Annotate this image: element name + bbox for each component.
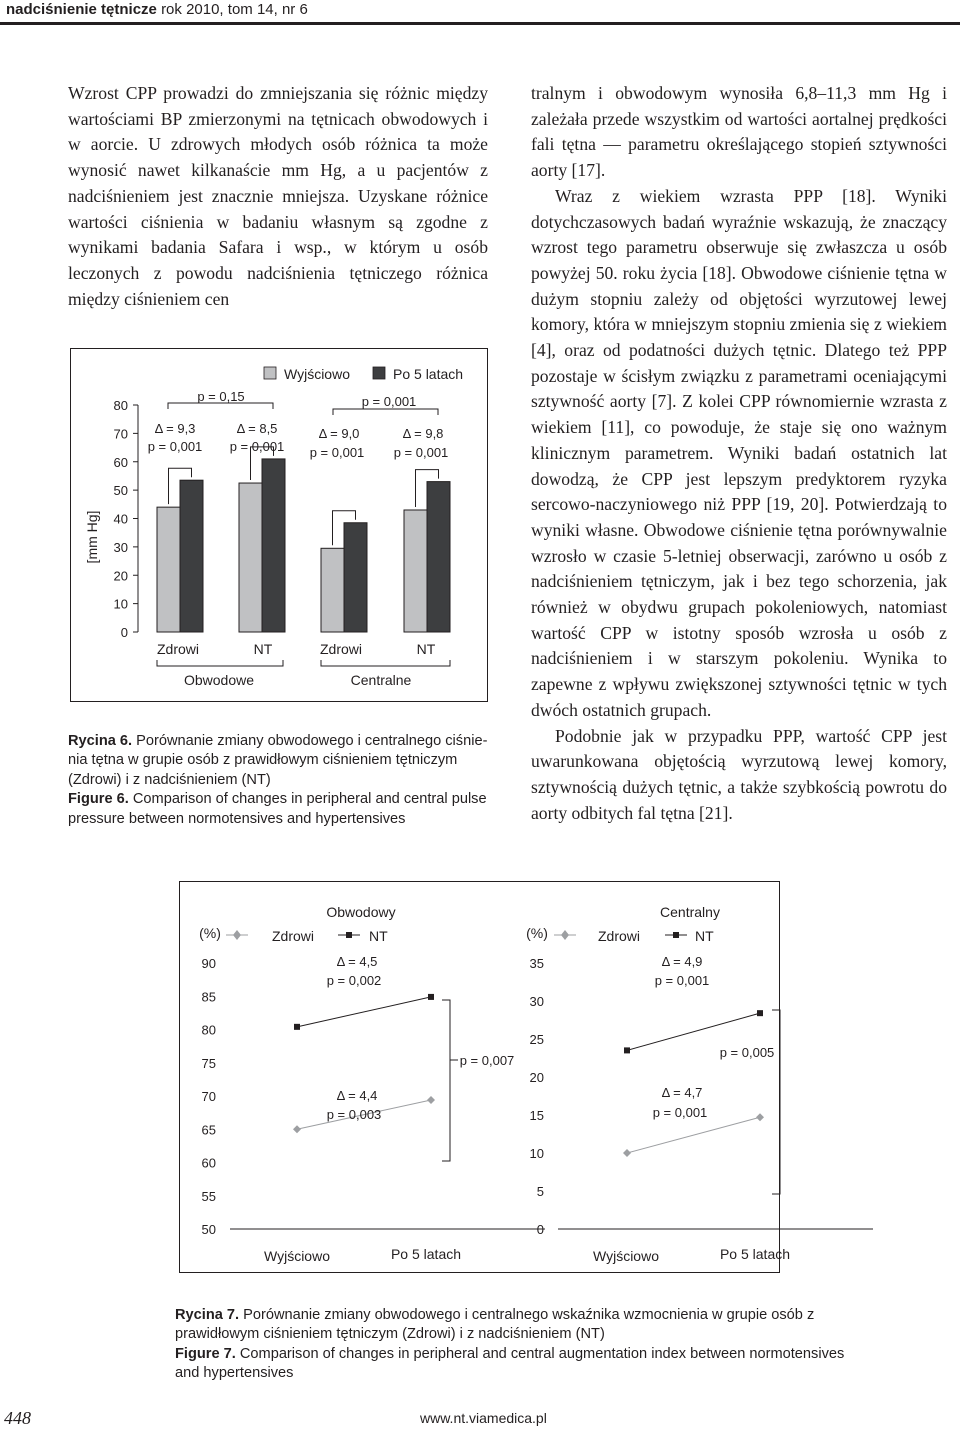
fig7a-point-zdrowi bbox=[293, 1125, 301, 1133]
fig7a-legend-marker-zdrowi bbox=[233, 930, 241, 940]
fig7b-y-tick-label: 10 bbox=[529, 1146, 544, 1161]
fig6-delta-1: Δ = 9,3 bbox=[154, 421, 196, 436]
fig7a-legend-nt: NT bbox=[369, 928, 388, 944]
fig7b-between-p: p = 0,005 bbox=[719, 1045, 775, 1060]
fig6-y-tick-label: 80 bbox=[113, 398, 128, 413]
fig7b-point-nt bbox=[757, 1010, 763, 1016]
fig7b-y-tick-label: 30 bbox=[529, 994, 544, 1009]
paragraph: Wzrost CPP prowadzi do zmniejszania się różnic między wartościami BP zmierzonymi na tętnicach obwodowych i w aorcie. U zdrowych młodych osób różnica ta może wynosić nawet kilkanaście mm Hg, a u pacjentów z nadciśnieniem jest znacznie mniejsza. Uzyskane różnice wartości ciśnienia w badaniu własnym są zgodne z wynikami badania Safara i wsp., w którym u osób leczonych z powodu nadciśnienia tętniczego różnica między ciśnieniem cen bbox=[68, 83, 488, 309]
fig6-bar-baseline bbox=[321, 548, 344, 632]
journal-name: nadciśnienie tętnicze bbox=[6, 1, 157, 18]
fig7a-bracket bbox=[442, 1000, 458, 1161]
fig7a-zdrowi-p: p = 0,003 bbox=[326, 1107, 382, 1122]
fig6-y-tick-label: 60 bbox=[113, 454, 128, 470]
fig7b-legend-nt: NT bbox=[695, 928, 714, 944]
fig6-p-3: p = 0,001 bbox=[309, 445, 365, 460]
fig7b-y-unit: (%) bbox=[526, 925, 548, 941]
fig7b-y-tick-label: 5 bbox=[536, 1184, 544, 1199]
fig6-bar-followup bbox=[427, 482, 450, 632]
fig7b-legend-zdrowi: Zdrowi bbox=[598, 928, 641, 944]
page-number: 448 bbox=[4, 1408, 31, 1428]
left-column bbox=[68, 81, 488, 312]
fig7b-zdrowi-p: p = 0,001 bbox=[652, 1105, 708, 1120]
paragraph: Podobnie jak w przypadku PPP, wartość CPP jest uwarunkowana objętością wyrzutową lewej komory, sztywnością dużych tętnic, a także szybkością powrotu do aorty odbitych fal tętna [21]. bbox=[531, 725, 947, 823]
caption-text: Porównanie zmiany obwodowego i centralnego ciśnienia tętna w grupie osób z prawidłowym ciśnieniem tętniczym (Zdrowi) i z nadciśnieniem (NT) bbox=[68, 733, 488, 788]
fig6-y-tick-label: 40 bbox=[113, 511, 128, 527]
fig7b-y-tick-label: 0 bbox=[536, 1222, 544, 1237]
fig6-group-bracket-centralne bbox=[333, 409, 438, 415]
fig7a-y-tick-label: 90 bbox=[201, 956, 216, 971]
fig6-delta-3: Δ = 9,0 bbox=[318, 426, 360, 441]
fig7b-y-tick-label: 35 bbox=[529, 956, 544, 971]
fig7a-nt-p: p = 0,002 bbox=[326, 973, 382, 988]
paragraph: tralnym i obwodowym wynosiła 6,8–11,3 mm Hg i zależała przede wszystkim od wartości aortalnej prędkości fali tętna — parametru określającego stopień sztywności aorty [17]. bbox=[531, 83, 947, 181]
figure-7-chart bbox=[180, 882, 791, 1271]
fig6-category-4: NT bbox=[416, 641, 436, 657]
caption-label: Figure 6. bbox=[68, 791, 129, 808]
fig7a-series-line-nt bbox=[297, 997, 431, 1027]
figure-7-caption bbox=[175, 1306, 845, 1384]
fig7a-nt-delta: Δ = 4,5 bbox=[336, 954, 378, 969]
fig6-bar-followup bbox=[262, 459, 285, 632]
fig6-y-tick-label: 50 bbox=[113, 483, 128, 499]
fig6-p-1: p = 0,001 bbox=[147, 439, 203, 454]
fig6-bar-followup bbox=[180, 480, 203, 632]
fig6-group-obwodowe: Obwodowe bbox=[183, 672, 255, 688]
fig7b-x-label-2: Po 5 latach bbox=[719, 1246, 791, 1262]
fig7a-y-tick-label: 70 bbox=[201, 1089, 216, 1104]
fig7a-y-tick-label: 80 bbox=[201, 1022, 216, 1038]
fig7b-zdrowi-delta: Δ = 4,7 bbox=[661, 1085, 703, 1100]
fig6-y-tick-label: 20 bbox=[113, 568, 128, 584]
caption-label: Rycina 7. bbox=[175, 1307, 240, 1323]
caption-text: Comparison of changes in peripheral and central augmentation index between normotensives and hypertensives bbox=[175, 1345, 845, 1382]
fig6-y-axis-label: [mm Hg] bbox=[84, 510, 100, 564]
fig7b-legend-marker-nt bbox=[673, 932, 679, 938]
fig7b-nt-p: p = 0,001 bbox=[654, 973, 710, 988]
fig7b-series-line-zdrowi bbox=[627, 1117, 760, 1153]
fig6-legend-baseline: Wyjściowo bbox=[284, 366, 350, 382]
caption-label: Figure 7. bbox=[175, 1345, 236, 1362]
fig7b-y-tick-label: 20 bbox=[529, 1070, 544, 1085]
fig6-category-1: Zdrowi bbox=[156, 641, 200, 657]
fig6-category-3: Zdrowi bbox=[319, 641, 363, 657]
fig7a-point-nt bbox=[294, 1024, 300, 1030]
fig6-bar-baseline bbox=[404, 510, 427, 632]
fig7b-y-tick-label: 15 bbox=[529, 1108, 544, 1123]
fig6-bottom-bracket-centralne bbox=[321, 660, 450, 666]
figure-6-frame bbox=[70, 348, 488, 702]
fig7a-y-tick-label: 75 bbox=[201, 1055, 216, 1071]
header-rule bbox=[0, 22, 960, 25]
fig6-delta-4: Δ = 9,8 bbox=[402, 426, 444, 441]
fig6-legend-swatch-followup bbox=[373, 367, 385, 379]
figure-7-frame bbox=[179, 881, 791, 1273]
fig6-group-p-centralne: p = 0,001 bbox=[361, 394, 417, 409]
figure-6-chart bbox=[71, 349, 486, 700]
fig7b-legend-marker-zdrowi bbox=[561, 930, 569, 940]
fig6-category-2: NT bbox=[253, 641, 273, 657]
fig6-p-2: p = 0,001 bbox=[229, 439, 285, 454]
fig7a-y-tick-label: 65 bbox=[201, 1122, 216, 1138]
fig7a-point-zdrowi bbox=[427, 1096, 435, 1104]
fig7a-y-tick-label: 85 bbox=[201, 989, 216, 1005]
fig7a-y-tick-label: 50 bbox=[201, 1222, 216, 1237]
running-header-text bbox=[6, 0, 308, 22]
fig7b-bracket bbox=[772, 1010, 780, 1194]
fig6-group-p-obwodowe: p = 0,15 bbox=[197, 389, 245, 404]
caption-label: Rycina 6. bbox=[68, 733, 133, 749]
fig7b-title: Centralny bbox=[660, 904, 720, 920]
fig7a-y-tick-label: 60 bbox=[201, 1155, 216, 1171]
fig6-y-tick-label: 70 bbox=[113, 426, 128, 442]
fig7a-x-label-1: Wyjściowo bbox=[264, 1248, 330, 1264]
fig6-y-tick-label: 30 bbox=[113, 539, 128, 555]
fig7b-x-label-1: Wyjściowo bbox=[593, 1248, 659, 1264]
right-column bbox=[531, 81, 947, 826]
caption-text: Comparison of changes in peripheral and central pulse pressure between normotensives and hypertensives bbox=[68, 791, 487, 827]
fig7b-point-zdrowi bbox=[623, 1149, 631, 1157]
fig7a-title: Obwodowy bbox=[326, 904, 396, 920]
fig6-bar-baseline bbox=[157, 507, 180, 632]
fig7a-x-label-2: Po 5 latach bbox=[390, 1246, 462, 1262]
fig6-legend-followup: Po 5 latach bbox=[393, 366, 464, 382]
fig7a-between-p: p = 0,007 bbox=[459, 1053, 515, 1068]
fig7a-legend-zdrowi: Zdrowi bbox=[272, 928, 315, 944]
fig7a-legend-marker-nt bbox=[346, 932, 352, 938]
fig6-p-4: p = 0,001 bbox=[393, 445, 449, 460]
fig7a-zdrowi-delta: Δ = 4,4 bbox=[336, 1088, 378, 1103]
fig7a-y-unit: (%) bbox=[199, 925, 221, 941]
fig7b-point-nt bbox=[624, 1047, 630, 1053]
fig6-y-tick-label: 0 bbox=[120, 625, 128, 640]
fig7b-nt-delta: Δ = 4,9 bbox=[661, 954, 703, 969]
journal-issue: rok 2010, tom 14, nr 6 bbox=[161, 1, 308, 18]
fig7b-y-tick-label: 25 bbox=[529, 1032, 544, 1047]
fig6-bar-baseline bbox=[239, 483, 262, 632]
fig7a-point-nt bbox=[428, 994, 434, 1000]
fig7b-point-zdrowi bbox=[756, 1113, 764, 1121]
fig6-bar-followup bbox=[344, 523, 367, 632]
fig6-y-tick-label: 10 bbox=[113, 596, 128, 612]
fig6-bottom-bracket-obwodowe bbox=[157, 660, 283, 666]
fig7a-y-tick-label: 55 bbox=[201, 1188, 216, 1204]
figure-6-caption bbox=[68, 732, 488, 829]
fig6-group-centralne: Centralne bbox=[350, 672, 412, 688]
fig6-legend-swatch-baseline bbox=[264, 367, 276, 379]
fig6-delta-2: Δ = 8,5 bbox=[236, 421, 278, 436]
footer-url[interactable]: www.nt.viamedica.pl bbox=[420, 1410, 547, 1426]
running-header bbox=[0, 0, 960, 22]
paragraph: Wraz z wiekiem wzrasta PPP [18]. Wyniki dotychczasowych badań wyraźnie wskazują, że znaczący wzrost tego parametru obserwuje się zwłaszcza u osób powyżej 50. roku życia [18]. Obwodowe ciśnienie tętna w dużym stopniu zależy od objętości wyrzutowej lewej komory, która w mniejszym stopniu zmienia się z wiekiem [4], oraz od podatności dużych tętnic. Dlatego też PPP pozostaje w ścisłym związku z parametrami oceniającymi sztywność aorty [7]. Z kolei CPP równomiernie wzrasta z wiekiem [11], co powoduje, że staje się ono ważnym klinicznym parametrem. Wyniki badań ostatnich lat dowodzą, że CPP jest lepszym predyktorem ryzyka sercowo-naczyniowego niż PPP [19, 20]. Potwierdzają to wyniki własne. Obwodowe ciśnienie tętna porównywalnie wzrosło w czasie 5-letniej obserwacji, zarówno u osób z nadciśnieniem tętniczym, jak i bez tego schorzenia, jak również w obydwu grupach pokoleniowych, natomiast wartość CPP w istotny sposób wzrosła u osób z nadciśnieniem i w starszym pokoleniu. Wynika to zapewne z wpływu zwiększonej sztywności tętnic w tych dwóch ostatnich grupach. bbox=[531, 185, 947, 720]
caption-text: Porównanie zmiany obwodowego i centralnego wskaźnika wzmocnienia w grupie osób z prawidłowym ciśnieniem tętniczym (Zdrowi) i z nadciśnieniem (NT) bbox=[175, 1307, 815, 1343]
